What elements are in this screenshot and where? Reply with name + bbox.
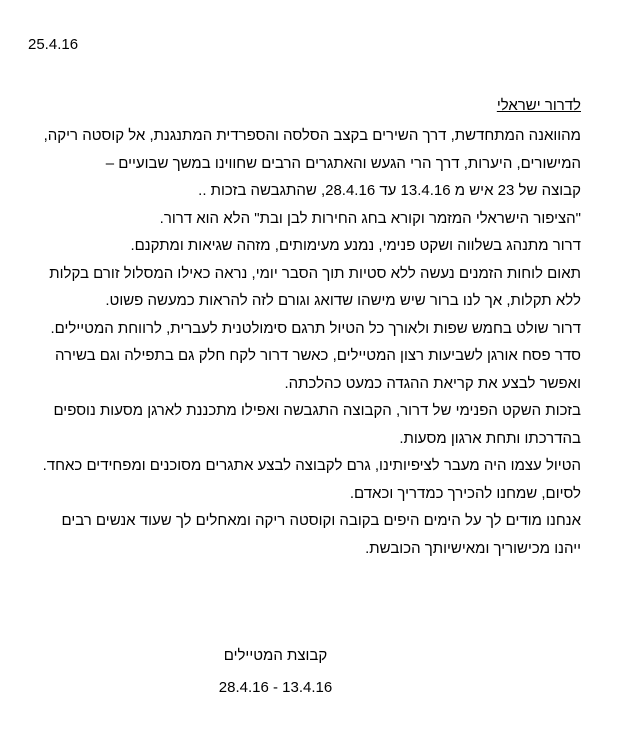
text-line: ללא תקלות, אך לנו ברור שיש מישהו שדואג וגורם לזה להראות כמעשה פשוט. (105, 292, 581, 309)
text-line: בהדרכתו ותחת ארגון מסעות. (399, 429, 581, 447)
text-line: אנחנו מודים לך על הימים היפים בקובה וקוסטה ריקה ומאחלים לך שעוד אנשים רבים (61, 512, 581, 529)
salutation: לדרור ישראלי (496, 97, 581, 114)
paragraph (21, 342, 581, 397)
text-line: דרור שולט בחמש שפות ולאורך כל הטיול תרגם סימולטנית לעברית, לרווחת המטיילים. (50, 319, 581, 337)
text-line: סדר פסח אורגן לשביעות רצון המטיילים, כאשר דרור לקח חלק גם בתפילה וגם בשירה (54, 347, 581, 364)
text-line: דרור מתנהג בשלווה ושקט פנימי, נמנע מעימותים, מזהה שגיאות ומתקנם. (130, 237, 581, 254)
paragraph (21, 480, 581, 508)
paragraph (21, 452, 581, 480)
text-line: המישורים, היערות, דרך הרי הגעש והאתגרים הרבים שחווינו במשך שבועיים – (105, 154, 581, 172)
paragraph (21, 397, 581, 452)
text-line: "הציפור הישראלי המזמר וקורא בחג החירות לבן ובת" הלא הוא דרור. (159, 209, 581, 227)
signature-name: קבוצת המטיילים (223, 647, 328, 664)
letter-date: 25.4.16 (28, 36, 79, 53)
letter-body (21, 92, 581, 562)
text-line: תאום לוחות הזמנים נעשה ללא סטיות תוך הסבר יומי, נראה כאילו המסלול זורם בקלות (49, 264, 581, 282)
text-line: לסיום, שמחנו להכירך כמדריך וכאדם. (349, 484, 581, 502)
paragraph (21, 315, 581, 343)
signature-dates: 28.4.16 - 13.4.16 (218, 679, 333, 696)
text-line: קבוצה של 23 איש מ 13.4.16 עד 28.4.16, שהתגבשה בזכות .. (198, 182, 581, 199)
paragraph (21, 260, 581, 315)
text-line: ואפשר לבצע את קריאת ההגדה כמעט כהלכתה. (284, 374, 581, 392)
text-line: הטיול עצמו היה מעבר לציפיותינו, גרם לקבוצה לבצע אתגרים מסוכנים ומפחידים כאחד. (42, 457, 581, 474)
text-line: מהוואנה המתחדשת, דרך השירים בקצב הסלסה והספרדית המתנגנת, אל קוסטה ריקה, (43, 127, 581, 144)
paragraph (21, 122, 581, 205)
paragraph (21, 232, 581, 260)
paragraph (21, 205, 581, 233)
paragraph (21, 507, 581, 562)
signature-block (0, 643, 621, 703)
text-line: בזכות השקט הפנימי של דרור, הקבוצה התגבשה ואפילו מתכננת לארגן מסעות נוספים (53, 402, 581, 419)
text-line: ייהנו מכישוריך ומאישיותך הכובשת. (365, 539, 581, 557)
